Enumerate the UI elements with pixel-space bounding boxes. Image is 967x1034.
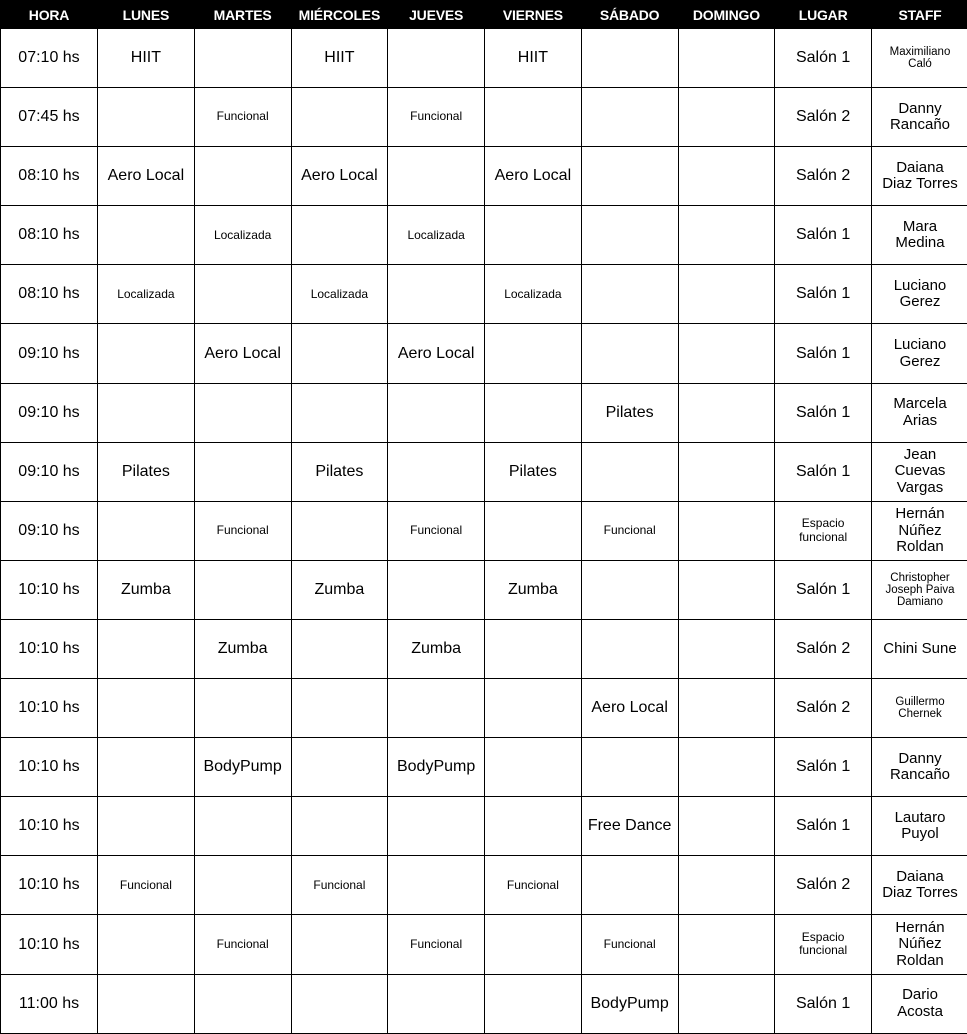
class-cell-domingo <box>678 501 775 560</box>
class-cell-viernes <box>485 383 582 442</box>
staff-name: Luciano Gerez <box>874 337 966 370</box>
class-cell-sabado <box>581 442 678 501</box>
class-cell-domingo <box>678 442 775 501</box>
class-cell-miercoles: Zumba <box>291 560 388 619</box>
location-cell: Espacio funcional <box>775 501 872 560</box>
time-cell: 10:10 hs <box>1 679 98 738</box>
staff-cell <box>872 501 967 560</box>
class-cell-sabado: Funcional <box>581 501 678 560</box>
header-lunes: LUNES <box>98 1 195 29</box>
class-cell-lunes <box>98 915 195 974</box>
class-cell-sabado: Aero Local <box>581 679 678 738</box>
class-cell-viernes <box>485 797 582 856</box>
class-cell-sabado <box>581 147 678 206</box>
schedule-row <box>1 383 967 442</box>
schedule-row <box>1 88 967 147</box>
staff-cell <box>872 324 967 383</box>
class-cell-domingo <box>678 147 775 206</box>
class-cell-lunes <box>98 738 195 797</box>
time-cell: 09:10 hs <box>1 383 98 442</box>
class-cell-viernes <box>485 324 582 383</box>
location-cell: Salón 1 <box>775 383 872 442</box>
class-cell-martes <box>194 265 291 324</box>
class-cell-sabado <box>581 324 678 383</box>
class-cell-lunes <box>98 206 195 265</box>
class-cell-jueves <box>388 797 485 856</box>
header-sabado: SÁBADO <box>581 1 678 29</box>
location-cell: Salón 1 <box>775 206 872 265</box>
class-cell-martes <box>194 442 291 501</box>
schedule-row <box>1 856 967 915</box>
class-cell-viernes: Zumba <box>485 560 582 619</box>
class-cell-jueves <box>388 856 485 915</box>
class-cell-jueves: Funcional <box>388 501 485 560</box>
location-cell: Salón 1 <box>775 29 872 88</box>
class-cell-viernes: Aero Local <box>485 147 582 206</box>
class-cell-miercoles: HIIT <box>291 29 388 88</box>
time-cell: 07:10 hs <box>1 29 98 88</box>
class-cell-jueves: Localizada <box>388 206 485 265</box>
staff-cell <box>872 738 967 797</box>
header-domingo: DOMINGO <box>678 1 775 29</box>
class-cell-miercoles <box>291 915 388 974</box>
schedule-row <box>1 797 967 856</box>
class-cell-domingo <box>678 29 775 88</box>
staff-name: Christopher Joseph Paiva Damiano <box>874 572 966 608</box>
schedule-row <box>1 915 967 974</box>
staff-cell <box>872 206 967 265</box>
class-cell-viernes: HIIT <box>485 29 582 88</box>
class-cell-jueves <box>388 679 485 738</box>
class-cell-viernes <box>485 88 582 147</box>
staff-cell <box>872 797 967 856</box>
class-cell-lunes: HIIT <box>98 29 195 88</box>
class-cell-domingo <box>678 738 775 797</box>
class-cell-jueves <box>388 383 485 442</box>
class-cell-viernes: Funcional <box>485 856 582 915</box>
class-cell-miercoles <box>291 88 388 147</box>
class-cell-sabado <box>581 738 678 797</box>
staff-cell <box>872 147 967 206</box>
class-cell-lunes: Funcional <box>98 856 195 915</box>
header-miercoles: MIÉRCOLES <box>291 1 388 29</box>
class-cell-martes <box>194 797 291 856</box>
class-cell-jueves: Funcional <box>388 915 485 974</box>
header-martes: MARTES <box>194 1 291 29</box>
time-cell: 10:10 hs <box>1 915 98 974</box>
location-cell: Salón 1 <box>775 560 872 619</box>
header-lugar: LUGAR <box>775 1 872 29</box>
location-cell: Salón 2 <box>775 679 872 738</box>
class-cell-miercoles <box>291 383 388 442</box>
class-cell-martes <box>194 856 291 915</box>
class-cell-sabado <box>581 560 678 619</box>
header-staff: STAFF <box>872 1 967 29</box>
class-cell-domingo <box>678 560 775 619</box>
class-cell-miercoles: Funcional <box>291 856 388 915</box>
class-cell-sabado: Free Dance <box>581 797 678 856</box>
schedule-row <box>1 206 967 265</box>
class-cell-lunes <box>98 797 195 856</box>
class-cell-lunes: Zumba <box>98 560 195 619</box>
class-cell-jueves <box>388 974 485 1033</box>
schedule-row <box>1 147 967 206</box>
location-cell: Salón 2 <box>775 619 872 678</box>
class-cell-jueves: Zumba <box>388 619 485 678</box>
staff-cell <box>872 679 967 738</box>
class-cell-viernes <box>485 206 582 265</box>
staff-cell <box>872 856 967 915</box>
class-cell-lunes <box>98 88 195 147</box>
class-cell-miercoles <box>291 974 388 1033</box>
class-cell-miercoles <box>291 738 388 797</box>
class-cell-domingo <box>678 619 775 678</box>
staff-cell <box>872 383 967 442</box>
class-cell-martes <box>194 383 291 442</box>
class-cell-domingo <box>678 324 775 383</box>
class-cell-sabado <box>581 856 678 915</box>
class-cell-viernes: Localizada <box>485 265 582 324</box>
staff-cell <box>872 442 967 501</box>
class-cell-miercoles: Pilates <box>291 442 388 501</box>
class-cell-lunes <box>98 324 195 383</box>
schedule-body <box>1 29 967 1034</box>
class-cell-miercoles <box>291 679 388 738</box>
staff-name: Lautaro Puyol <box>874 810 966 843</box>
staff-name: Daiana Diaz Torres <box>874 869 966 902</box>
schedule-row <box>1 974 967 1033</box>
time-cell: 09:10 hs <box>1 324 98 383</box>
time-cell: 10:10 hs <box>1 560 98 619</box>
location-cell: Salón 2 <box>775 147 872 206</box>
location-cell: Salón 1 <box>775 738 872 797</box>
class-cell-sabado <box>581 29 678 88</box>
class-cell-viernes <box>485 619 582 678</box>
time-cell: 07:45 hs <box>1 88 98 147</box>
class-cell-martes <box>194 147 291 206</box>
time-cell: 08:10 hs <box>1 147 98 206</box>
schedule-row <box>1 560 967 619</box>
class-cell-martes: Localizada <box>194 206 291 265</box>
class-cell-jueves <box>388 560 485 619</box>
class-cell-martes: Aero Local <box>194 324 291 383</box>
class-cell-domingo <box>678 383 775 442</box>
staff-name: Guillermo Chernek <box>874 696 966 720</box>
staff-name: Marcela Arias <box>874 396 966 429</box>
staff-name: Dario Acosta <box>874 987 966 1020</box>
staff-cell <box>872 915 967 974</box>
class-cell-miercoles: Aero Local <box>291 147 388 206</box>
staff-name: Hernán Núñez Roldan <box>874 506 966 556</box>
class-cell-domingo <box>678 915 775 974</box>
location-cell: Salón 2 <box>775 856 872 915</box>
class-cell-martes: Funcional <box>194 88 291 147</box>
class-cell-lunes <box>98 501 195 560</box>
class-cell-lunes <box>98 679 195 738</box>
staff-name: Chini Sune <box>874 641 966 658</box>
staff-cell <box>872 560 967 619</box>
class-cell-jueves <box>388 442 485 501</box>
header-jueves: JUEVES <box>388 1 485 29</box>
class-cell-domingo <box>678 206 775 265</box>
class-cell-jueves <box>388 147 485 206</box>
location-cell: Salón 2 <box>775 88 872 147</box>
header-row <box>1 1 967 29</box>
class-cell-sabado: BodyPump <box>581 974 678 1033</box>
location-cell: Salón 1 <box>775 974 872 1033</box>
class-cell-sabado <box>581 265 678 324</box>
class-cell-lunes <box>98 383 195 442</box>
class-cell-sabado: Funcional <box>581 915 678 974</box>
staff-name: Jean Cuevas Vargas <box>874 447 966 497</box>
schedule-row <box>1 324 967 383</box>
class-cell-viernes <box>485 679 582 738</box>
class-cell-jueves <box>388 29 485 88</box>
class-cell-miercoles <box>291 619 388 678</box>
staff-cell <box>872 619 967 678</box>
class-cell-lunes <box>98 619 195 678</box>
class-cell-viernes <box>485 501 582 560</box>
class-cell-lunes: Localizada <box>98 265 195 324</box>
schedule-row <box>1 619 967 678</box>
class-cell-lunes: Aero Local <box>98 147 195 206</box>
location-cell: Espacio funcional <box>775 915 872 974</box>
class-cell-viernes <box>485 974 582 1033</box>
time-cell: 10:10 hs <box>1 738 98 797</box>
time-cell: 09:10 hs <box>1 501 98 560</box>
class-cell-domingo <box>678 265 775 324</box>
class-cell-martes <box>194 560 291 619</box>
class-cell-martes: BodyPump <box>194 738 291 797</box>
time-cell: 10:10 hs <box>1 619 98 678</box>
class-cell-martes <box>194 974 291 1033</box>
staff-name: Luciano Gerez <box>874 278 966 311</box>
schedule-row <box>1 501 967 560</box>
location-cell: Salón 1 <box>775 442 872 501</box>
class-cell-sabado <box>581 88 678 147</box>
class-cell-domingo <box>678 88 775 147</box>
class-cell-sabado <box>581 206 678 265</box>
class-cell-viernes <box>485 915 582 974</box>
staff-name: Danny Rancaño <box>874 751 966 784</box>
time-cell: 10:10 hs <box>1 797 98 856</box>
class-cell-jueves: Aero Local <box>388 324 485 383</box>
staff-name: Mara Medina <box>874 219 966 252</box>
staff-cell <box>872 29 967 88</box>
class-cell-domingo <box>678 679 775 738</box>
class-cell-miercoles <box>291 797 388 856</box>
class-cell-domingo <box>678 974 775 1033</box>
staff-name: Daiana Diaz Torres <box>874 160 966 193</box>
header-viernes: VIERNES <box>485 1 582 29</box>
class-cell-miercoles <box>291 501 388 560</box>
time-cell: 08:10 hs <box>1 265 98 324</box>
schedule-row <box>1 265 967 324</box>
class-cell-jueves: Funcional <box>388 88 485 147</box>
location-cell: Salón 1 <box>775 265 872 324</box>
class-cell-viernes <box>485 738 582 797</box>
class-cell-lunes: Pilates <box>98 442 195 501</box>
staff-cell <box>872 974 967 1033</box>
class-cell-domingo <box>678 856 775 915</box>
class-cell-martes: Funcional <box>194 915 291 974</box>
class-cell-sabado <box>581 619 678 678</box>
class-cell-martes: Zumba <box>194 619 291 678</box>
class-cell-miercoles <box>291 206 388 265</box>
schedule-row <box>1 679 967 738</box>
time-cell: 10:10 hs <box>1 856 98 915</box>
class-cell-lunes <box>98 974 195 1033</box>
class-cell-jueves <box>388 265 485 324</box>
class-cell-miercoles: Localizada <box>291 265 388 324</box>
class-cell-viernes: Pilates <box>485 442 582 501</box>
class-cell-martes <box>194 679 291 738</box>
staff-name: Hernán Núñez Roldan <box>874 920 966 970</box>
staff-name: Danny Rancaño <box>874 101 966 134</box>
class-cell-domingo <box>678 797 775 856</box>
class-cell-martes: Funcional <box>194 501 291 560</box>
schedule-row <box>1 738 967 797</box>
schedule-row <box>1 29 967 88</box>
class-cell-miercoles <box>291 324 388 383</box>
staff-name: Maximiliano Caló <box>874 46 966 70</box>
schedule-row <box>1 442 967 501</box>
location-cell: Salón 1 <box>775 797 872 856</box>
class-cell-martes <box>194 29 291 88</box>
time-cell: 08:10 hs <box>1 206 98 265</box>
class-cell-sabado: Pilates <box>581 383 678 442</box>
class-cell-jueves: BodyPump <box>388 738 485 797</box>
time-cell: 09:10 hs <box>1 442 98 501</box>
location-cell: Salón 1 <box>775 324 872 383</box>
header-hora: HORA <box>1 1 98 29</box>
staff-cell <box>872 88 967 147</box>
staff-cell <box>872 265 967 324</box>
time-cell: 11:00 hs <box>1 974 98 1033</box>
